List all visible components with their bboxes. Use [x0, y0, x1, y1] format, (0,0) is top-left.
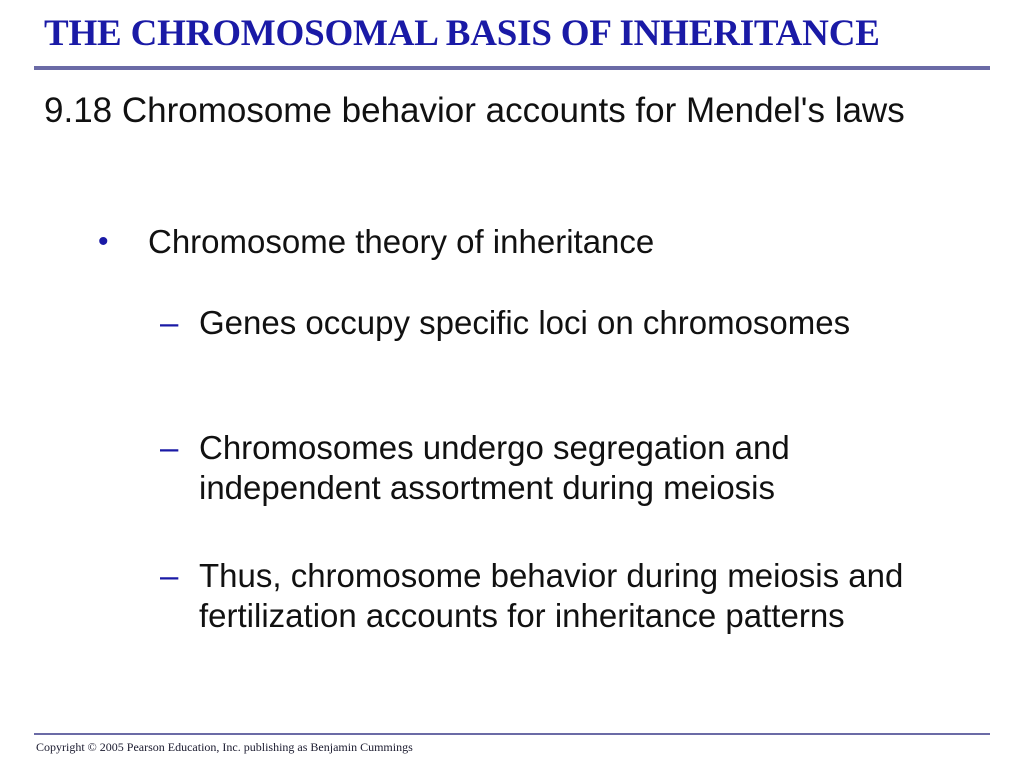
sub-bullet-text: Chromosomes undergo segregation and independent assortment during meiosis — [199, 429, 790, 506]
footer-divider — [34, 733, 990, 735]
dash-icon: – — [160, 429, 179, 466]
slide-subtitle: 9.18 Chromosome behavior accounts for Mendel's laws — [44, 91, 905, 130]
dash-icon: – — [160, 304, 179, 341]
copyright-notice: Copyright © 2005 Pearson Education, Inc. publishing as Benjamin Cummings — [36, 740, 413, 754]
sub-bullet-text: Thus, chromosome behavior during meiosis and fertilization accounts for inheritance patterns — [199, 557, 904, 634]
slide-title: THE CHROMOSOMAL BASIS OF INHERITANCE — [44, 13, 880, 54]
sub-bullet-text: Genes occupy specific loci on chromosomes — [199, 304, 851, 341]
bullet-dot-icon: • — [98, 225, 109, 258]
dash-icon: – — [160, 557, 179, 594]
bullet-text: Chromosome theory of inheritance — [148, 223, 655, 260]
title-divider — [34, 66, 990, 70]
